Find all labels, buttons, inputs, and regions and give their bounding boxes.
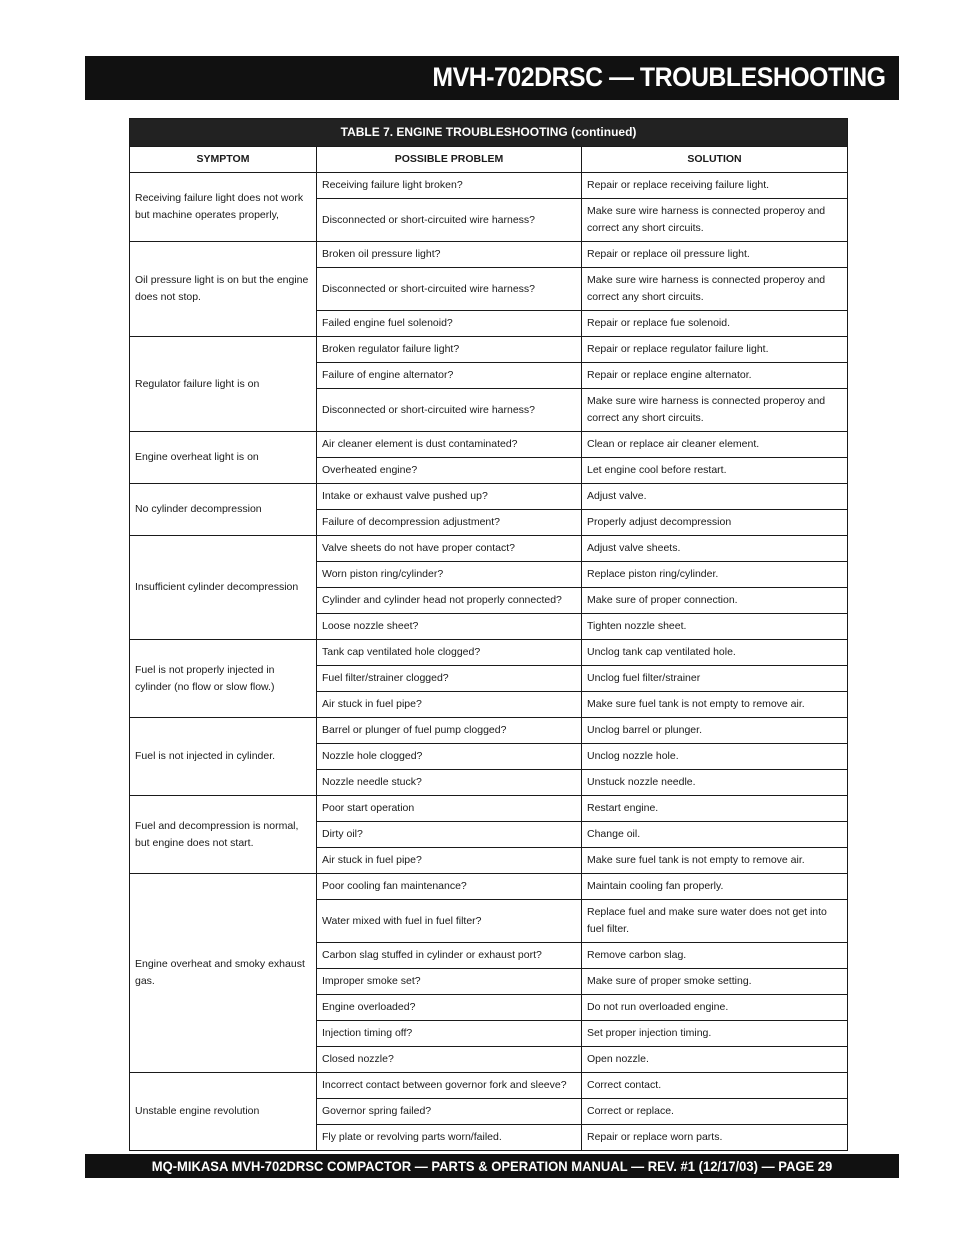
possible-problem-cell: Poor cooling fan maintenance? bbox=[317, 874, 582, 900]
table-header-row bbox=[130, 147, 848, 173]
possible-problem-cell: Air stuck in fuel pipe? bbox=[317, 848, 582, 874]
solution-cell: Make sure fuel tank is not empty to remove air. bbox=[582, 692, 848, 718]
solution-cell: Repair or replace receiving failure light. bbox=[582, 173, 848, 199]
solution-cell: Let engine cool before restart. bbox=[582, 458, 848, 484]
table-caption: TABLE 7. ENGINE TROUBLESHOOTING (continued) bbox=[130, 119, 848, 147]
solution-cell: Make sure of proper connection. bbox=[582, 588, 848, 614]
table-row bbox=[130, 173, 848, 199]
symptom-cell: Regulator failure light is on bbox=[130, 337, 317, 432]
header-symptom: SYMPTOM bbox=[130, 147, 317, 173]
possible-problem-cell: Air stuck in fuel pipe? bbox=[317, 692, 582, 718]
possible-problem-cell: Poor start operation bbox=[317, 796, 582, 822]
header-possible-problem: POSSIBLE PROBLEM bbox=[317, 147, 582, 173]
possible-problem-cell: Nozzle needle stuck? bbox=[317, 770, 582, 796]
table-row bbox=[130, 640, 848, 666]
possible-problem-cell: Receiving failure light broken? bbox=[317, 173, 582, 199]
solution-cell: Make sure wire harness is connected properoy and correct any short circuits. bbox=[582, 389, 848, 432]
solution-cell: Properly adjust decompression bbox=[582, 510, 848, 536]
possible-problem-cell: Carbon slag stuffed in cylinder or exhaust port? bbox=[317, 943, 582, 969]
possible-problem-cell: Improper smoke set? bbox=[317, 969, 582, 995]
solution-cell: Clean or replace air cleaner element. bbox=[582, 432, 848, 458]
solution-cell: Adjust valve sheets. bbox=[582, 536, 848, 562]
symptom-cell: No cylinder decompression bbox=[130, 484, 317, 536]
solution-cell: Adjust valve. bbox=[582, 484, 848, 510]
symptom-cell: Insufficient cylinder decompression bbox=[130, 536, 317, 640]
solution-cell: Tighten nozzle sheet. bbox=[582, 614, 848, 640]
symptom-cell: Unstable engine revolution bbox=[130, 1073, 317, 1151]
possible-problem-cell: Failure of decompression adjustment? bbox=[317, 510, 582, 536]
possible-problem-cell: Broken regulator failure light? bbox=[317, 337, 582, 363]
table-row bbox=[130, 242, 848, 268]
possible-problem-cell: Overheated engine? bbox=[317, 458, 582, 484]
symptom-cell: Engine overheat and smoky exhaust gas. bbox=[130, 874, 317, 1073]
possible-problem-cell: Disconnected or short-circuited wire harness? bbox=[317, 389, 582, 432]
possible-problem-cell: Injection timing off? bbox=[317, 1021, 582, 1047]
symptom-cell: Receiving failure light does not work but machine operates properly, bbox=[130, 173, 317, 242]
solution-cell: Make sure wire harness is connected properoy and correct any short circuits. bbox=[582, 199, 848, 242]
possible-problem-cell: Failure of engine alternator? bbox=[317, 363, 582, 389]
solution-cell: Do not run overloaded engine. bbox=[582, 995, 848, 1021]
possible-problem-cell: Barrel or plunger of fuel pump clogged? bbox=[317, 718, 582, 744]
solution-cell: Make sure of proper smoke setting. bbox=[582, 969, 848, 995]
possible-problem-cell: Engine overloaded? bbox=[317, 995, 582, 1021]
table-row bbox=[130, 796, 848, 822]
possible-problem-cell: Failed engine fuel solenoid? bbox=[317, 311, 582, 337]
page-title-bar bbox=[85, 56, 899, 100]
possible-problem-cell: Governor spring failed? bbox=[317, 1099, 582, 1125]
solution-cell: Make sure fuel tank is not empty to remove air. bbox=[582, 848, 848, 874]
table-body bbox=[130, 173, 848, 1151]
possible-problem-cell: Fuel filter/strainer clogged? bbox=[317, 666, 582, 692]
solution-cell: Correct or replace. bbox=[582, 1099, 848, 1125]
solution-cell: Repair or replace oil pressure light. bbox=[582, 242, 848, 268]
solution-cell: Set proper injection timing. bbox=[582, 1021, 848, 1047]
page-footer: MQ-MIKASA MVH-702DRSC COMPACTOR — PARTS & OPERATION MANUAL — REV. #1 (12/17/03) — PAGE 29 bbox=[151, 1158, 833, 1174]
table-row bbox=[130, 484, 848, 510]
symptom-cell: Fuel is not properly injected in cylinder (no flow or slow flow.) bbox=[130, 640, 317, 718]
solution-cell: Repair or replace engine alternator. bbox=[582, 363, 848, 389]
solution-cell: Unstuck nozzle needle. bbox=[582, 770, 848, 796]
table-row bbox=[130, 718, 848, 744]
possible-problem-cell: Fly plate or revolving parts worn/failed. bbox=[317, 1125, 582, 1151]
troubleshooting-table-container bbox=[129, 118, 847, 1151]
solution-cell: Restart engine. bbox=[582, 796, 848, 822]
symptom-cell: Fuel is not injected in cylinder. bbox=[130, 718, 317, 796]
solution-cell: Change oil. bbox=[582, 822, 848, 848]
possible-problem-cell: Nozzle hole clogged? bbox=[317, 744, 582, 770]
table-caption-row bbox=[130, 119, 848, 147]
possible-problem-cell: Broken oil pressure light? bbox=[317, 242, 582, 268]
possible-problem-cell: Intake or exhaust valve pushed up? bbox=[317, 484, 582, 510]
solution-cell: Make sure wire harness is connected properoy and correct any short circuits. bbox=[582, 268, 848, 311]
solution-cell: Maintain cooling fan properly. bbox=[582, 874, 848, 900]
possible-problem-cell: Air cleaner element is dust contaminated? bbox=[317, 432, 582, 458]
table-row bbox=[130, 432, 848, 458]
solution-cell: Unclog tank cap ventilated hole. bbox=[582, 640, 848, 666]
table-row bbox=[130, 337, 848, 363]
solution-cell: Replace piston ring/cylinder. bbox=[582, 562, 848, 588]
possible-problem-cell: Closed nozzle? bbox=[317, 1047, 582, 1073]
symptom-cell: Fuel and decompression is normal, but engine does not start. bbox=[130, 796, 317, 874]
solution-cell: Remove carbon slag. bbox=[582, 943, 848, 969]
table-row bbox=[130, 874, 848, 900]
solution-cell: Replace fuel and make sure water does not get into fuel filter. bbox=[582, 900, 848, 943]
symptom-cell: Oil pressure light is on but the engine does not stop. bbox=[130, 242, 317, 337]
header-solution: SOLUTION bbox=[582, 147, 848, 173]
solution-cell: Correct contact. bbox=[582, 1073, 848, 1099]
solution-cell: Unclog barrel or plunger. bbox=[582, 718, 848, 744]
possible-problem-cell: Incorrect contact between governor fork and sleeve? bbox=[317, 1073, 582, 1099]
possible-problem-cell: Disconnected or short-circuited wire harness? bbox=[317, 199, 582, 242]
troubleshooting-table bbox=[129, 118, 848, 1151]
solution-cell: Repair or replace worn parts. bbox=[582, 1125, 848, 1151]
possible-problem-cell: Cylinder and cylinder head not properly connected? bbox=[317, 588, 582, 614]
possible-problem-cell: Disconnected or short-circuited wire harness? bbox=[317, 268, 582, 311]
solution-cell: Unclog fuel filter/strainer bbox=[582, 666, 848, 692]
solution-cell: Unclog nozzle hole. bbox=[582, 744, 848, 770]
table-row bbox=[130, 536, 848, 562]
page-title: MVH-702DRSC — TROUBLESHOOTING bbox=[432, 62, 886, 92]
possible-problem-cell: Tank cap ventilated hole clogged? bbox=[317, 640, 582, 666]
solution-cell: Open nozzle. bbox=[582, 1047, 848, 1073]
table-row bbox=[130, 1073, 848, 1099]
page-footer-bar bbox=[85, 1154, 899, 1178]
solution-cell: Repair or replace fue solenoid. bbox=[582, 311, 848, 337]
possible-problem-cell: Water mixed with fuel in fuel filter? bbox=[317, 900, 582, 943]
symptom-cell: Engine overheat light is on bbox=[130, 432, 317, 484]
possible-problem-cell: Loose nozzle sheet? bbox=[317, 614, 582, 640]
possible-problem-cell: Valve sheets do not have proper contact? bbox=[317, 536, 582, 562]
possible-problem-cell: Worn piston ring/cylinder? bbox=[317, 562, 582, 588]
possible-problem-cell: Dirty oil? bbox=[317, 822, 582, 848]
solution-cell: Repair or replace regulator failure light. bbox=[582, 337, 848, 363]
